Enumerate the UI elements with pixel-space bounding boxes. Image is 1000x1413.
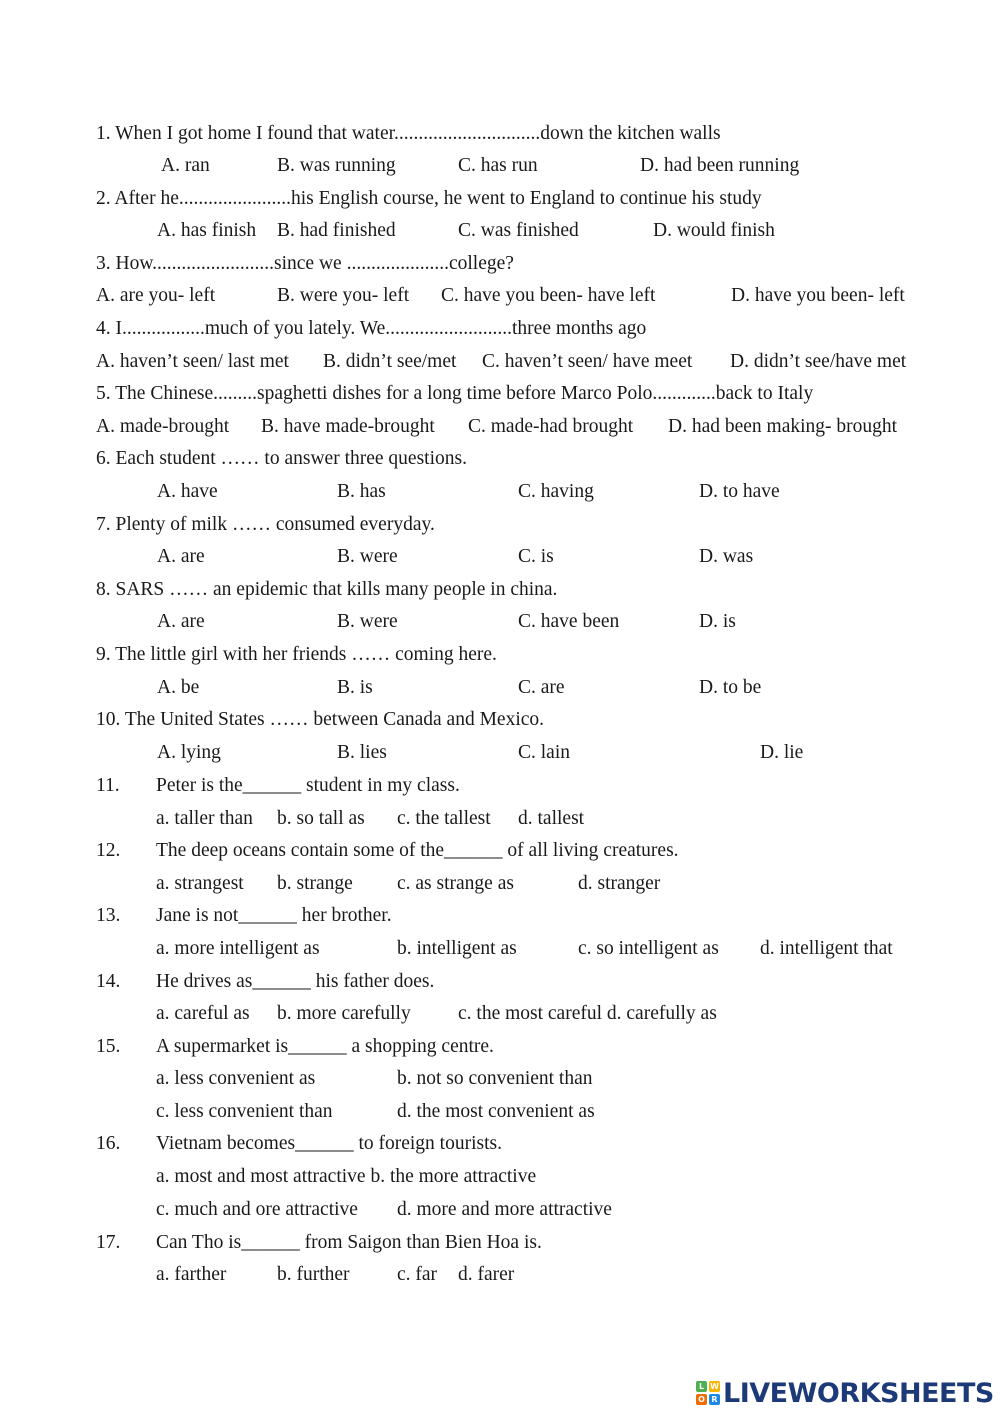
option-c-made-had-brought: C. made-had brought [468, 416, 634, 437]
option-b-lies: B. lies [337, 742, 387, 763]
option-d-is: D. is [699, 611, 736, 632]
text-peter-is-the-student-in-my-class: Peter is the______ student in my class. [156, 775, 460, 796]
option-a-careful-as: a. careful as [156, 1003, 250, 1024]
question-4-i-much-of-you-lately-we-three-months-a: 4. I.................much of you lately. We..........................three months ago [96, 318, 647, 339]
question-7-plenty-of-milk-consumed-everyday: 7. Plenty of milk …… consumed everyday. [96, 514, 435, 535]
option-d-didn-t-see-have-met: D. didn’t see/have met [730, 351, 907, 372]
text-vietnam-becomes-to-foreign-tourists: Vietnam becomes______ to foreign tourists. [156, 1133, 502, 1154]
option-d-to-have: D. to have [699, 481, 780, 502]
option-b-were-you-left: B. were you- left [277, 285, 410, 306]
question-13: 13. [96, 905, 121, 926]
option-b-so-tall-as: b. so tall as [277, 808, 365, 829]
option-a-less-convenient-as: a. less convenient as [156, 1068, 316, 1089]
option-a-are: A. are [157, 611, 205, 632]
option-d-intelligent-that: d. intelligent that [760, 938, 893, 959]
question-8-sars-an-epidemic-that-kills-many-peopl: 8. SARS …… an epidemic that kills many people in china. [96, 579, 558, 600]
text-jane-is-not-her-brother: Jane is not______ her brother. [156, 905, 392, 926]
question-16: 16. [96, 1133, 121, 1154]
text-can-tho-is-from-saigon-than-bien-hoa-is: Can Tho is______ from Saigon than Bien Hoa is. [156, 1232, 542, 1253]
option-a-farther: a. farther [156, 1264, 227, 1285]
question-2-after-he-his-english-course-he-went-to: 2. After he.......................his English course, he went to England to continue his study [96, 188, 762, 209]
option-c-as-strange-as: c. as strange as [397, 873, 514, 894]
question-17: 17. [96, 1232, 121, 1253]
logo-mark-icon: L W O R [696, 1381, 720, 1405]
option-a-ran: A. ran [161, 155, 210, 176]
option-a-haven-t-seen-last-met: A. haven’t seen/ last met [96, 351, 289, 372]
question-14: 14. [96, 971, 121, 992]
question-1-when-i-got-home-i-found-that-water-dow: 1. When I got home I found that water..............................down the kitchen walls [96, 123, 721, 144]
question-9-the-little-girl-with-her-friends-comin: 9. The little girl with her friends …… coming here. [96, 644, 497, 665]
option-a-more-intelligent-as: a. more intelligent as [156, 938, 320, 959]
liveworksheets-logo [696, 1377, 992, 1409]
text-a-supermarket-is-a-shopping-centre: A supermarket is______ a shopping centre. [156, 1036, 494, 1057]
option-a-lying: A. lying [157, 742, 221, 763]
option-c-far: c. far [397, 1264, 438, 1285]
option-d-farer: d. farer [458, 1264, 515, 1285]
question-15: 15. [96, 1036, 121, 1057]
option-c-are: C. are [518, 677, 565, 698]
option-c-is: C. is [518, 546, 554, 567]
option-d-have-you-been-left: D. have you been- left [731, 285, 905, 306]
option-d-tallest: d. tallest [518, 808, 585, 829]
option-d-to-be: D. to be [699, 677, 762, 698]
question-6-each-student-to-answer-three-questions: 6. Each student …… to answer three questions. [96, 448, 467, 469]
option-d-had-been-running: D. had been running [640, 155, 800, 176]
option-c-the-tallest: c. the tallest [397, 808, 491, 829]
option-c-has-run: C. has run [458, 155, 538, 176]
logo-text: LIVEWORKSHEETS [723, 1377, 994, 1409]
option-b-further: b. further [277, 1264, 350, 1285]
option-b-were: B. were [337, 546, 398, 567]
option-a-made-brought: A. made-brought [96, 416, 230, 437]
option-b-is: B. is [337, 677, 373, 698]
option-a-taller-than: a. taller than [156, 808, 253, 829]
option-b-intelligent-as: b. intelligent as [397, 938, 517, 959]
option-a-are: A. are [157, 546, 205, 567]
option-c-haven-t-seen-have-meet: C. haven’t seen/ have meet [482, 351, 693, 372]
option-b-have-made-brought: B. have made-brought [261, 416, 435, 437]
option-b-has: B. has [337, 481, 386, 502]
option-b-more-carefully: b. more carefully [277, 1003, 411, 1024]
option-c-was-finished: C. was finished [458, 220, 579, 241]
option-d-had-been-making-brought: D. had been making- brought [668, 416, 898, 437]
question-12: 12. [96, 840, 121, 861]
option-c-less-convenient-than: c. less convenient than [156, 1101, 333, 1122]
option-b-was-running: B. was running [277, 155, 396, 176]
option-b-didn-t-see-met: B. didn’t see/met [323, 351, 457, 372]
option-a-most-and-most-attractive-b-the-more-at: a. most and most attractive b. the more attractive [156, 1166, 537, 1187]
option-c-much-and-ore-attractive: c. much and ore attractive [156, 1199, 358, 1220]
text-he-drives-as-his-father-does: He drives as______ his father does. [156, 971, 435, 992]
option-b-had-finished: B. had finished [277, 220, 396, 241]
option-c-the-most-careful-d-carefully-as: c. the most careful d. carefully as [458, 1003, 717, 1024]
option-d-more-and-more-attractive: d. more and more attractive [397, 1199, 612, 1220]
option-c-having: C. having [518, 481, 594, 502]
option-d-stranger: d. stranger [578, 873, 661, 894]
option-c-lain: C. lain [518, 742, 570, 763]
option-c-have-you-been-have-left: C. have you been- have left [441, 285, 656, 306]
question-3-how-since-we-college: 3. How.........................since we .....................college? [96, 253, 514, 274]
question-10-the-united-states-between-canada-and-: 10. The United States …… between Canada and Mexico. [96, 709, 545, 730]
option-d-the-most-convenient-as: d. the most convenient as [397, 1101, 595, 1122]
text-the-deep-oceans-contain-some-of-the-of-a: The deep oceans contain some of the______ of all living creatures. [156, 840, 679, 861]
option-a-has-finish: A. has finish [157, 220, 257, 241]
option-c-so-intelligent-as: c. so intelligent as [578, 938, 719, 959]
option-a-have: A. have [157, 481, 218, 502]
option-c-have-been: C. have been [518, 611, 620, 632]
option-a-be: A. be [157, 677, 200, 698]
question-5-the-chinese-spaghetti-dishes-for-a-lon: 5. The Chinese.........spaghetti dishes for a long time before Marco Polo.............back to Italy [96, 383, 814, 404]
option-b-were: B. were [337, 611, 398, 632]
option-d-lie: D. lie [760, 742, 804, 763]
question-11: 11. [96, 775, 120, 796]
option-a-strangest: a. strangest [156, 873, 244, 894]
option-d-would-finish: D. would finish [653, 220, 775, 241]
option-d-was: D. was [699, 546, 754, 567]
option-a-are-you-left: A. are you- left [96, 285, 216, 306]
option-b-not-so-convenient-than: b. not so convenient than [397, 1068, 593, 1089]
option-b-strange: b. strange [277, 873, 353, 894]
